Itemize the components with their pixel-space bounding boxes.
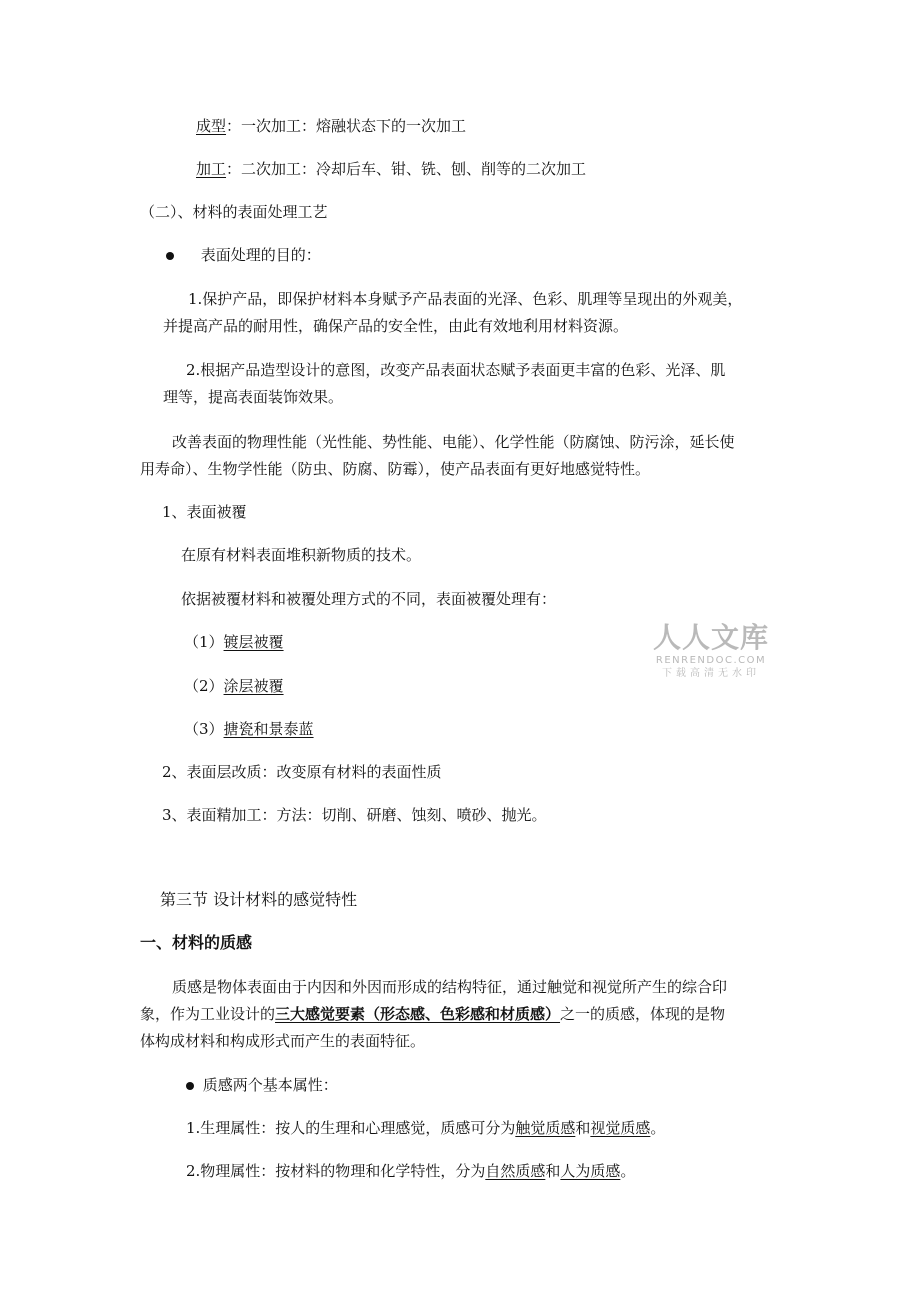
term-three-sensory-elements: 三大感觉要素（形态感、色彩感和材质感） (275, 1005, 561, 1023)
term-coating: 涂层被覆 (223, 677, 284, 695)
physical-text: 2.物理属性：按材料的物理和化学特性，分为 (186, 1162, 486, 1180)
paragraph-coating-types: 依据被覆材料和被覆处理方式的不同，表面被覆处理有： (181, 590, 557, 608)
forming-text: ：一次加工：熔融状态下的一次加工 (226, 117, 467, 135)
list-number: （1） (184, 633, 224, 651)
list-number: （3） (184, 720, 224, 738)
list-item-plating (184, 632, 284, 652)
term-tactile-texture: 触觉质感 (515, 1119, 576, 1137)
paragraph-texture-line3: 体构成材料和构成形式而产生的表面特征。 (140, 1032, 426, 1050)
watermark-subtitle: 下载高清无水印 (662, 668, 760, 679)
paragraph-coating-definition: 在原有材料表面堆积新物质的技术。 (181, 546, 422, 564)
texture-text-post: 之一的质感，体现的是物 (560, 1005, 726, 1023)
bullet-icon (166, 252, 174, 260)
paragraph-decorate-line1: 2.根据产品造型设计的意图，改变产品表面状态赋予表面更丰富的色彩、光泽、肌 (186, 361, 726, 379)
physiological-text: 1.生理属性：按人的生理和心理感觉，质感可分为 (186, 1119, 516, 1137)
processing-text: ：二次加工：冷却后车、钳、铣、刨、削等的二次加工 (226, 160, 587, 178)
subheading-surface-modification: 2、表面层改质：改变原有材料的表面性质 (162, 763, 442, 781)
subheading-surface-coating: 1、表面被覆 (162, 503, 247, 521)
paragraph-forming (196, 116, 466, 136)
section-heading-surface-treatment: （二）、材料的表面处理工艺 (140, 203, 328, 221)
section-title: 第三节 设计材料的感觉特性 (160, 890, 358, 909)
conjunction: 和 (575, 1119, 591, 1137)
period: 。 (620, 1162, 636, 1180)
term-enamel: 搪瓷和景泰蓝 (223, 720, 314, 738)
watermark-logo (646, 622, 776, 681)
term-processing: 加工 (196, 160, 227, 178)
list-item-coating (184, 676, 284, 696)
bullet-text: 质感两个基本属性： (202, 1076, 338, 1094)
paragraph-physiological (186, 1118, 665, 1138)
paragraph-improve-line1: 改善表面的物理性能（光性能、势性能、电能）、化学性能（防腐蚀、防污涂，延长使 (172, 433, 735, 451)
conjunction: 和 (545, 1162, 561, 1180)
paragraph-physical (186, 1161, 635, 1181)
paragraph-texture-line1: 质感是物体表面由于内因和外因而形成的结构特征，通过触觉和视觉所产生的综合印 (172, 978, 728, 996)
section-heading-texture: 一、材料的质感 (140, 933, 253, 952)
paragraph-processing (196, 159, 586, 179)
term-visual-texture: 视觉质感 (590, 1119, 651, 1137)
paragraph-protect-line2: 并提高产品的耐用性，确保产品的安全性，由此有效地利用材料资源。 (163, 317, 629, 335)
term-plating: 镀层被覆 (223, 633, 284, 651)
subheading-surface-finishing: 3、表面精加工：方法：切削、研磨、蚀刻、喷砂、抛光。 (162, 806, 547, 824)
bullet-item-purpose (166, 245, 321, 265)
term-artificial-texture: 人为质感 (560, 1162, 621, 1180)
period: 。 (650, 1119, 666, 1137)
paragraph-texture-line2 (140, 1004, 725, 1024)
texture-text-pre: 象，作为工业设计的 (140, 1005, 276, 1023)
list-number: （2） (184, 677, 224, 695)
bullet-text: 表面处理的目的： (200, 246, 321, 264)
list-item-enamel (184, 719, 314, 739)
bullet-icon (186, 1082, 194, 1090)
bullet-item-texture-attributes (186, 1075, 338, 1095)
paragraph-improve-line2: 用寿命）、生物学性能（防虫、防腐、防霉），使产品表面有更好地感觉特性。 (140, 460, 651, 478)
term-forming: 成型 (196, 117, 227, 135)
watermark-title: 人人文库 (652, 621, 769, 654)
paragraph-protect-line1: 1.保护产品，即保护材料本身赋予产品表面的光泽、色彩、肌理等呈现出的外观美， (188, 290, 743, 308)
paragraph-decorate-line2: 理等，提高表面装饰效果。 (163, 388, 344, 406)
watermark-url: RENRENDOC.COM (655, 655, 767, 666)
term-natural-texture: 自然质感 (485, 1162, 546, 1180)
